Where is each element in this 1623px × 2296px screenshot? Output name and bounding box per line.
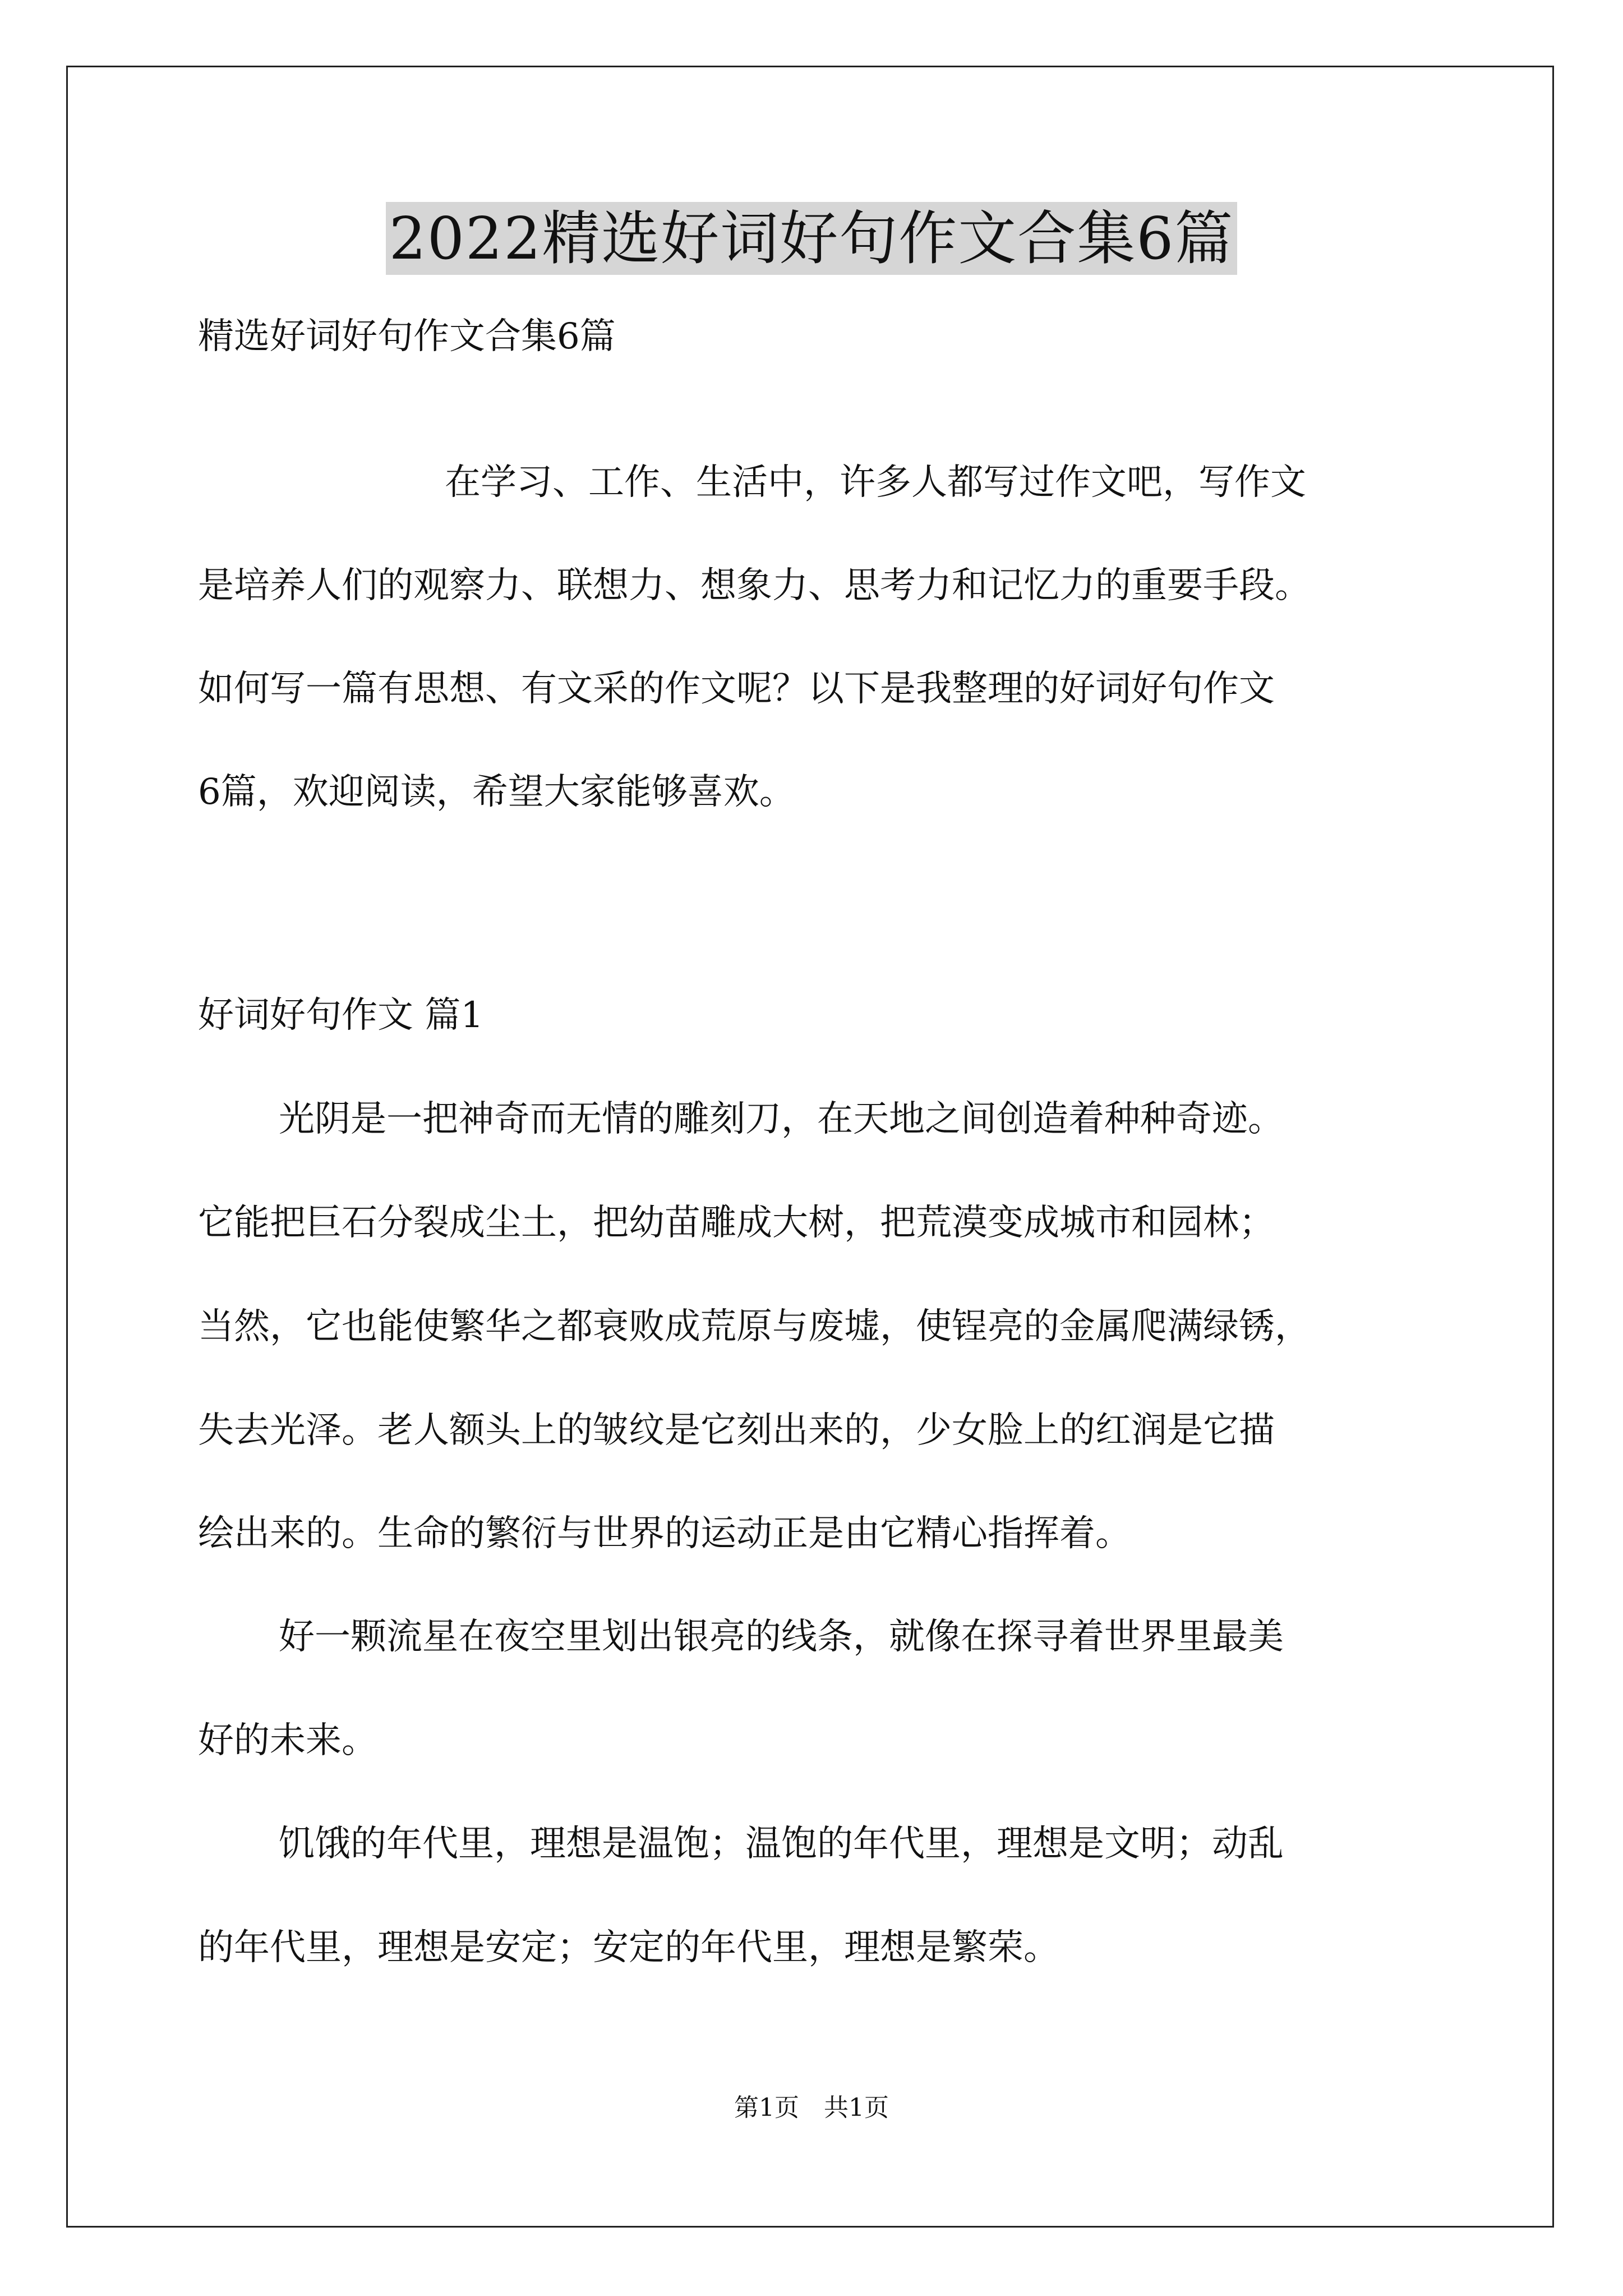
paragraph-line: 的年代里，理想是安定；安定的年代里，理想是繁荣。 [198,1927,1059,1968]
title-container [0,202,1623,275]
paragraph-line: 饥饿的年代里，理想是温饱；温饱的年代里，理想是文明；动乱 [279,1823,1284,1865]
paragraph-line: 好的未来。 [198,1720,377,1761]
page-border [66,66,1554,2228]
intro-line: 在学习、工作、生活中，许多人都写过作文吧，写作文 [445,462,1306,503]
intro-line: 6篇，欢迎阅读，希望大家能够喜欢。 [198,771,795,813]
document-title: 2022精选好词好句作文合集6篇 [386,202,1238,275]
intro-line: 如何写一篇有思想、有文采的作文呢？以下是我整理的好词好句作文 [198,668,1275,710]
paragraph-line: 光阴是一把神奇而无情的雕刻刀，在天地之间创造着种种奇迹。 [279,1098,1284,1140]
paragraph-line: 当然，它也能使繁华之都衰败成荒原与废墟，使锃亮的金属爬满绿锈， [198,1306,1311,1347]
paragraph-line: 好一颗流星在夜空里划出银亮的线条，就像在探寻着世界里最美 [279,1616,1284,1658]
document-subtitle: 精选好词好句作文合集6篇 [198,316,616,357]
section-heading: 好词好句作文 篇1 [198,995,484,1036]
paragraph-line: 它能把巨石分裂成尘土，把幼苗雕成大树，把荒漠变成城市和园林； [198,1202,1275,1244]
paragraph-line: 绘出来的。生命的繁衍与世界的运动正是由它精心指挥着。 [198,1513,1131,1554]
paragraph-line: 失去光泽。老人额头上的皱纹是它刻出来的，少女脸上的红润是它描 [198,1410,1275,1451]
page-footer: 第1页 共1页 [734,2093,889,2122]
intro-line: 是培养人们的观察力、联想力、想象力、思考力和记忆力的重要手段。 [198,565,1311,606]
